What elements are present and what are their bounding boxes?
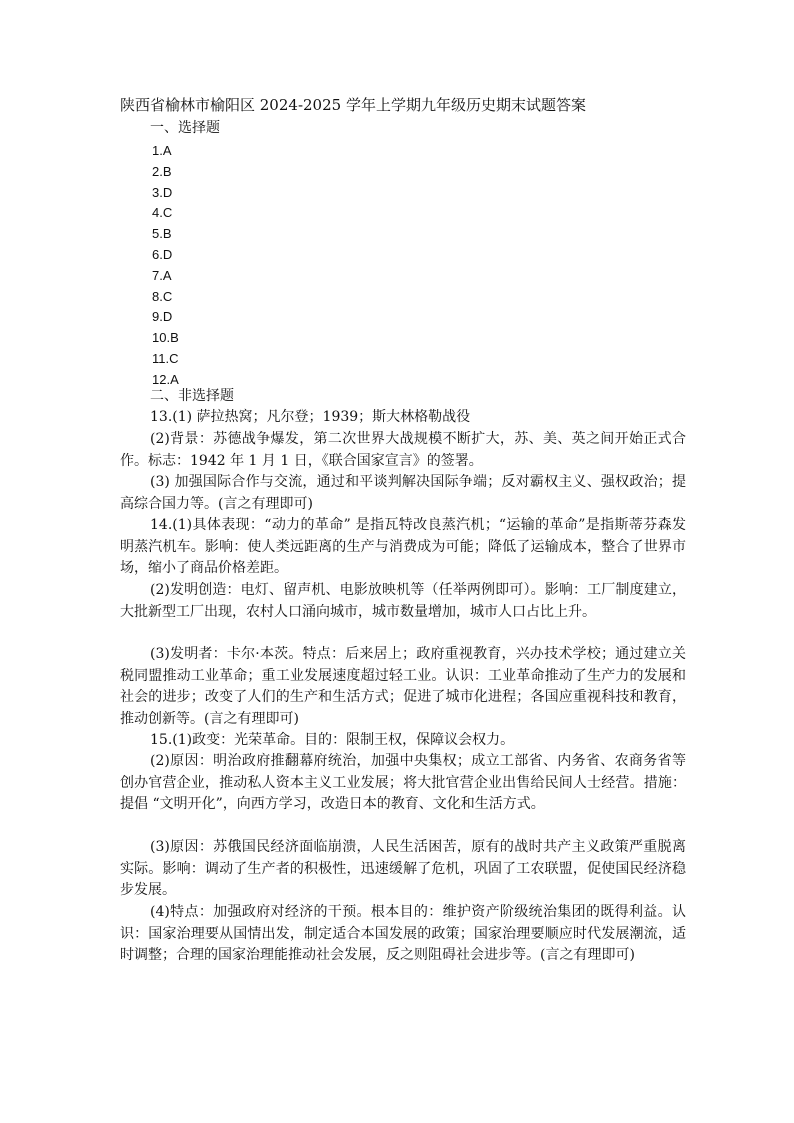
choice-answer: 12.A [152, 371, 179, 387]
answer-13-1: 13.(1) 萨拉热窝；凡尔登；1939；斯大林格勒战役 [150, 409, 471, 425]
answer-13-3: (3) 加强国际合作与交流，通过和平谈判解决国际争端；反对霸权主义、强权政治；提高综合国力等。(言之有理即可) [120, 474, 686, 512]
answer-15-1: 15.(1)政变：光荣革命。目的：限制王权，保障议会权力。 [150, 732, 515, 748]
answer-15-3: (3)原因：苏俄国民经济面临崩溃，人民生活困苦，原有的战时共产主义政策严重脱离实际。影响：调动了生产者的积极性，迅速缓解了危机，巩固了工农联盟，促使国民经济稳步发展。 [120, 839, 686, 898]
choice-answer: 9.D [152, 309, 173, 325]
choice-answer: 8.C [152, 288, 173, 304]
document-title: 陕西省榆林市榆阳区 2024-2025 学年上学期九年级历史期末试题答案 [120, 96, 586, 114]
answer-14-2: (2)发明创造：电灯、留声机、电影放映机等（任举两例即可）。影响：工厂制度建立，大批新型工厂出现，农村人口涌向城市，城市数量增加，城市人口占比上升。 [120, 582, 686, 620]
choice-answer: 7.A [152, 267, 172, 283]
choice-answer: 5.B [152, 226, 172, 242]
choice-answer: 4.C [152, 205, 173, 221]
answer-14-1: 14.(1)具体表现：“动力的革命” 是指瓦特改良蒸汽机；“运输的革命”是指斯蒂芬森发明蒸汽机车。影响：使人类远距离的生产与消费成为可能；降低了运输成本，整合了世界市场，缩小了商品价格差距。 [120, 517, 686, 576]
section-heading-choice: 一、选择题 [150, 120, 220, 136]
choice-answer: 1.A [152, 143, 172, 158]
choice-answer-list [152, 141, 179, 391]
choice-answer: 2.B [152, 163, 172, 179]
answer-15-2: (2)原因：明治政府推翻幕府统治，加强中央集权；成立工部省、内务省、农商务省等创办官营企业，推动私人资本主义工业发展；将大批官营企业出售给民间人士经营。措施：提倡 “文明开化”，向西方学习，改造日本的教育、文化和生活方式。 [120, 753, 686, 812]
section-heading-nonchoice: 二、非选择题 [150, 388, 234, 404]
choice-answer: 6.D [152, 246, 173, 262]
answer-13-2: (2)背景：苏德战争爆发，第二次世界大战规模不断扩大，苏、美、英之间开始正式合作。标志：1942 年 1 月 1 日，《联合国家宣言》的签署。 [120, 431, 686, 469]
choice-answer: 3.D [152, 184, 173, 200]
choice-answer: 11.C [152, 350, 179, 366]
answer-15-4: (4)特点：加强政府对经济的干预。根本目的：维护资产阶级统治集团的既得利益。认识：国家治理要从国情出发，制定适合本国发展的政策；国家治理要顺应时代发展潮流，适时调整；合理的国家治理能推动社会发展，反之则阻碍社会进步等。(言之有理即可) [120, 904, 686, 963]
answer-14-3: (3)发明者：卡尔·本茨。特点：后来居上；政府重视教育，兴办技术学校；通过建立关税同盟推动工业革命；重工业发展速度超过轻工业。认识：工业革命推动了生产力的发展和社会的进步；改变了人们的生产和生活方式；促进了城市化进程；各国应重视科技和教育，推动创新等。(言之有理即可) [120, 646, 686, 727]
choice-answer: 10.B [152, 330, 179, 346]
